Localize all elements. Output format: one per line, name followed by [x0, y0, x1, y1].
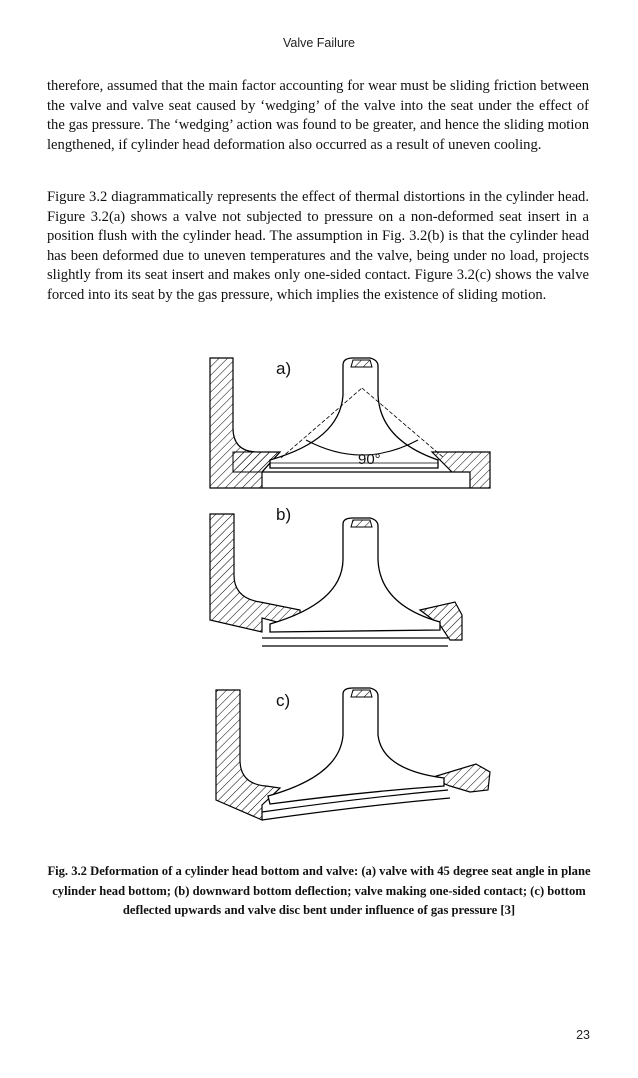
cylinder-head-section-b — [210, 514, 300, 632]
page-number: 23 — [576, 1028, 590, 1042]
angle-label-a: 90° — [358, 451, 381, 468]
panel-label-c: c) — [276, 691, 291, 710]
figure-caption: Fig. 3.2 Deformation of a cylinder head bottom and valve: (a) valve with 45 degree seat angle in plane cylinder head bottom; (b) downward bottom deflection; valve making one-sided contact; (c) bottom deflected upwards and valve disc bent under influence of gas pressure [3] — [47, 864, 591, 917]
valve-stem-tip-a — [351, 360, 372, 367]
panel-label-b: b) — [276, 505, 292, 524]
running-head: Valve Failure — [282, 36, 356, 50]
valve-stem-tip-c — [351, 690, 372, 697]
body-paragraph-1: therefore, assumed that the main factor accounting for wear must be sliding friction between the valve and valve seat caused by ‘wedging’ of the valve into the seat under the effect of the gas pressure. The ‘wedging’ action was found to be greater, and hence the sliding motion lengthened, if cylinder head deformation also occurred as a result of uneven cooling. — [47, 78, 589, 153]
panel-b-diagram — [210, 505, 462, 646]
panel-label-a: a) — [276, 359, 292, 378]
valve-b — [270, 518, 440, 632]
body-paragraph-2: Figure 3.2 diagrammatically represents the effect of thermal distortions in the cylinder head. Figure 3.2(a) shows a valve not subjected to pressure on a non-deformed seat insert in a position flush with the cylinder head. The assumption in Fig. 3.2(b) is that the cylinder head has been deformed due to uneven temperatures and the valve, being under no load, projects slightly from its seat insert and makes only one-sided contact. Figure 3.2(c) shows the valve forced into its seat by the gas pressure, which implies the existence of sliding motion. — [47, 189, 589, 303]
valve-stem-tip-b — [351, 520, 372, 527]
valve-a — [270, 358, 438, 468]
panel-a-diagram — [210, 358, 490, 488]
panel-c-diagram — [216, 688, 490, 820]
cylinder-head-right-a — [432, 452, 490, 488]
valve-c — [268, 688, 444, 804]
figure-3-2 — [0, 345, 638, 855]
